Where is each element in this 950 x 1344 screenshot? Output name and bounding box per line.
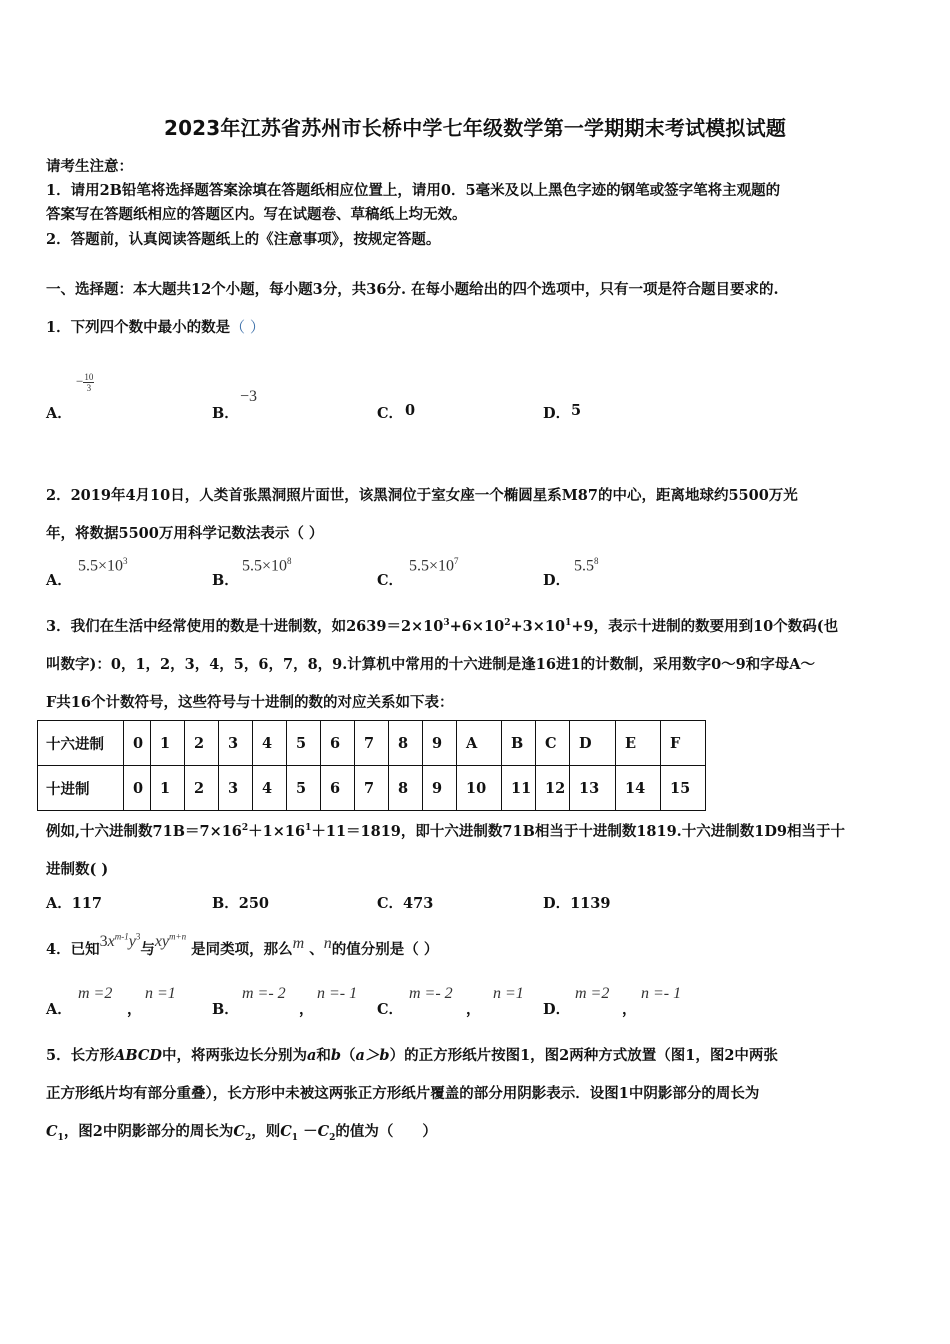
q5-l1a: 5．长方形: [46, 1047, 115, 1064]
q3-option-d: D．1139: [543, 895, 611, 912]
question-1-stem: [46, 316, 265, 337]
table-cell: 6: [321, 721, 355, 766]
table-cell: F: [661, 721, 706, 766]
q4-option-c-n: n =1: [493, 985, 524, 1002]
q5-l3b: ，则: [251, 1123, 281, 1140]
q4-option-a-comma: ，: [127, 1001, 142, 1018]
q4-option-d-n: n =- 1: [641, 985, 682, 1002]
q4-t1-xexp: m-1: [114, 931, 129, 942]
question-4-stem: [46, 931, 439, 959]
q4-pre: 4．已知: [46, 941, 100, 958]
q3-option-a: A．117: [46, 895, 103, 912]
question-3-line-3: F共16个计数符号，这些符号与十进制的数的对应关系如下表：: [46, 694, 454, 711]
q1-option-d-label: D．: [543, 405, 571, 422]
q4-t1-x: x: [107, 933, 115, 950]
q4-t1-y: y: [128, 933, 136, 950]
q5-a: a: [306, 1047, 317, 1064]
table-row-hex: [38, 721, 706, 766]
q2-option-c-value: [409, 556, 459, 575]
q3-l1-part-a: 3．我们在生活中经常使用的数是十进制数，如2639＝2×10: [46, 618, 444, 635]
question-1-text: 1．下列四个数中最小的数是: [46, 319, 231, 336]
q2-a-exp: 3: [123, 556, 128, 566]
table-cell: 12: [536, 766, 570, 811]
q3-l1-part-b: +6×10: [449, 618, 505, 635]
q4-option-c-label: C．: [377, 1001, 404, 1018]
q1-option-a-label: A．: [46, 405, 72, 422]
table-cell: 3: [219, 721, 253, 766]
q3-ex-part-c: ＋11＝1819，即十六进制数71B相当于十进制数1819.十六进制数1D9相当于十: [311, 823, 845, 840]
q5-ab: a＞b: [355, 1047, 390, 1064]
table-header-hex: 十六进制: [38, 721, 124, 766]
table-cell: B: [502, 721, 536, 766]
table-cell: 6: [321, 766, 355, 811]
q1-option-d-value: 5: [571, 402, 582, 419]
q2-option-b-value: [242, 556, 292, 575]
question-5-line-3: [46, 1120, 437, 1143]
table-cell: 7: [355, 766, 389, 811]
section-heading: 一、选择题：本大题共12个小题，每小题3分，共36分. 在每小题给出的四个选项中，只有一项是符合题目要求的.: [46, 281, 779, 298]
table-cell: 11: [502, 766, 536, 811]
q5-c2b-c: C: [317, 1123, 330, 1140]
q2-d-exp: 8: [594, 556, 599, 566]
q1-option-a-value: [76, 372, 94, 393]
q5-c1b-sub: 1: [291, 1132, 299, 1143]
q5-l1d: （: [341, 1047, 356, 1064]
question-5-line-2: 正方形纸片均有部分重叠），长方形中未被这两张正方形纸片覆盖的部分用阴影表示．设图1中阴影部分的周长为: [46, 1085, 760, 1102]
table-cell: 13: [570, 766, 616, 811]
q2-option-b-label: B．: [212, 572, 239, 589]
table-cell: 2: [185, 721, 219, 766]
notice-line-2: 2．答题前，认真阅读答题纸上的《注意事项》，按规定答题。: [46, 231, 441, 248]
q4-t1-coef: 3: [99, 933, 108, 950]
table-cell: 0: [124, 766, 151, 811]
q4-mid: 与: [140, 941, 155, 958]
table-cell: 15: [661, 766, 706, 811]
q4-option-d-comma: ，: [622, 1001, 637, 1018]
q4-post-1: 是同类项，那么: [191, 941, 293, 958]
q5-l1e: ）的正方形纸片按图1，图2两种方式放置（图1，图2中两张: [389, 1047, 778, 1064]
table-cell: 5: [287, 766, 321, 811]
question-3-example: [46, 820, 845, 841]
q4-option-c-comma: ，: [466, 1001, 481, 1018]
q4-option-c-m: m =- 2: [409, 985, 453, 1002]
table-cell: 9: [423, 721, 457, 766]
q4-option-b-comma: ，: [299, 1001, 314, 1018]
q3-ex-part-a: 例如,十六进制数71B＝7×16: [46, 823, 242, 840]
q4-sep: 、: [309, 941, 324, 958]
q5-minus: －: [298, 1123, 318, 1140]
table-cell: C: [536, 721, 570, 766]
page-title: 2023年江苏省苏州市长桥中学七年级数学第一学期期末考试模拟试题: [163, 116, 787, 140]
table-cell: 1: [151, 766, 185, 811]
q5-l3a: ，图2中阴影部分的周长为: [63, 1123, 234, 1140]
table-row-dec: [38, 766, 706, 811]
question-1-paren: （ ）: [230, 318, 265, 336]
q2-option-d-label: D．: [543, 572, 571, 589]
q4-option-b-label: B．: [212, 1001, 239, 1018]
q3-ex-exp-2: 1: [305, 823, 312, 834]
q2-option-c-label: C．: [377, 572, 404, 589]
q5-c1-c: C: [46, 1123, 58, 1140]
table-cell: A: [457, 721, 502, 766]
q2-b-base: 5.5×10: [242, 557, 288, 575]
table-cell: 8: [389, 721, 423, 766]
q4-t1-yexp: 3: [135, 931, 141, 942]
table-cell: 4: [253, 766, 287, 811]
q3-option-b: B．250: [212, 895, 270, 912]
q5-c2b-sub: 2: [329, 1132, 336, 1143]
q3-l1-exp-2: 2: [504, 618, 511, 629]
q2-d-base: 5.5: [574, 557, 594, 575]
q5-l3c: 的值为（ ）: [335, 1123, 437, 1140]
table-cell: 1: [151, 721, 185, 766]
q1-a-sign: −: [76, 373, 84, 389]
q4-option-a-label: A．: [46, 1001, 72, 1018]
q4-option-a-n: n =1: [145, 985, 176, 1002]
q4-n: n: [323, 935, 332, 952]
table-cell: 8: [389, 766, 423, 811]
question-2-line-2: 年，将数据5500万用科学记数法表示（ ）: [46, 525, 324, 542]
q5-c2-c: C: [233, 1123, 245, 1140]
q3-option-c: C．473: [377, 895, 434, 912]
q5-l1c: 和: [316, 1047, 331, 1064]
q4-option-b-m: m =- 2: [242, 985, 286, 1002]
q2-b-exp: 8: [287, 556, 292, 566]
q4-t2-xy: xy: [154, 933, 170, 950]
question-2-line-1: 2．2019年4月10日，人类首张黑洞照片面世，该黑洞位于室女座一个椭圆星系M87的中心，距离地球约5500万光: [46, 487, 798, 504]
q3-l1-exp-1: 3: [443, 618, 450, 629]
table-cell: 14: [616, 766, 661, 811]
table-cell: 9: [423, 766, 457, 811]
q1-a-denominator: 3: [86, 383, 92, 393]
q4-option-b-n: n =- 1: [317, 985, 358, 1002]
q4-t2-exp: m+n: [169, 931, 187, 942]
table-cell: 4: [253, 721, 287, 766]
q2-option-d-value: [574, 556, 599, 575]
q5-c1b-c: C: [280, 1123, 292, 1140]
table-cell: E: [616, 721, 661, 766]
q3-ex-exp-1: 2: [241, 823, 249, 834]
q1-option-b-label: B．: [212, 405, 239, 422]
q2-c-exp: 7: [454, 556, 459, 566]
q4-term-1: [100, 933, 141, 950]
q3-l1-part-c: +3×10: [510, 618, 566, 635]
q2-option-a-value: [78, 556, 128, 575]
q1-option-c-label: C．: [377, 405, 404, 422]
q4-option-d-label: D．: [543, 1001, 571, 1018]
table-cell: 7: [355, 721, 389, 766]
q5-c1-sub: 1: [57, 1132, 64, 1143]
question-5-line-1: [46, 1044, 778, 1065]
q3-l1-exp-3: 1: [565, 618, 572, 629]
question-3-line-2: 叫数字)：0，1，2，3，4，5，6，7，8，9.计算机中常用的十六进制是逢16进1的计数制，采用数字0～9和字母A～: [46, 656, 815, 673]
q1-option-c-value: 0: [405, 402, 416, 419]
table-cell: 5: [287, 721, 321, 766]
q3-l1-part-d: +9，表示十进制的数要用到10个数码(也: [571, 618, 839, 635]
q5-abcd: ABCD: [114, 1047, 162, 1064]
notice-line-1a: 1．请用2B铅笔将选择题答案涂填在答题纸相应位置上，请用0．5毫米及以上黑色字迹的钢笔或签字笔将主观题的: [46, 182, 781, 199]
notice-line-1b: 答案写在答题纸相应的答题区内。写在试题卷、草稿纸上均无效。: [46, 206, 467, 223]
q4-post-2: 的值分别是（ ）: [331, 941, 439, 958]
table-header-dec: 十进制: [38, 766, 124, 811]
q1-a-fraction: [83, 372, 94, 393]
q2-option-a-label: A．: [46, 572, 72, 589]
question-3-line-1: [46, 615, 838, 636]
table-cell: 3: [219, 766, 253, 811]
q4-option-a-m: m =2: [78, 985, 113, 1002]
q3-ex-part-b: ＋1×16: [248, 823, 306, 840]
table-cell: 2: [185, 766, 219, 811]
q4-term-2: [155, 933, 186, 950]
q2-c-base: 5.5×10: [409, 557, 455, 575]
question-3-line-5: 进制数( ): [46, 861, 109, 878]
table-cell: 0: [124, 721, 151, 766]
table-cell: D: [570, 721, 616, 766]
q5-b: b: [330, 1047, 342, 1064]
q4-option-d-m: m =2: [575, 985, 610, 1002]
q1-option-b-value: −3: [240, 388, 258, 405]
q1-a-numerator: 10: [84, 372, 94, 382]
q5-c2-sub: 2: [244, 1132, 252, 1143]
hex-decimal-table: [37, 720, 706, 811]
table-cell: 10: [457, 766, 502, 811]
q4-m: m: [292, 935, 305, 952]
q2-a-base: 5.5×10: [78, 557, 124, 575]
q5-l1b: 中，将两张边长分别为: [161, 1047, 307, 1064]
notice-heading: 请考生注意：: [46, 158, 133, 175]
